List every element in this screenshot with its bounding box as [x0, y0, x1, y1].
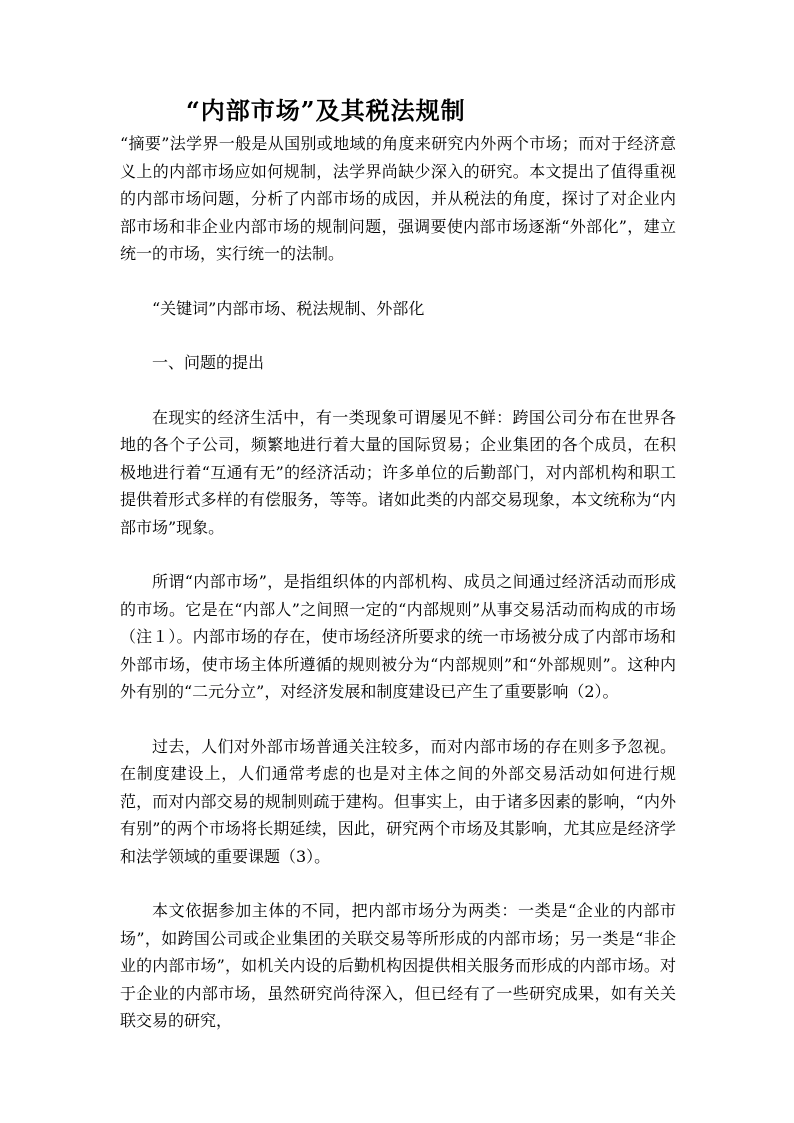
- paragraph-gap: [120, 268, 676, 295]
- body-paragraph-3: 过去，人们对外部市场普通关注较多，而对内部市场的存在则多予忽视。在制度建设上，人们通常考虑的也是对主体之间的外部交易活动如何进行规范，而对内部交易的规制则疏于建构。但事实上，由于诸多因素的影响，“内外有别”的两个市场将长期延续，因此，研究两个市场及其影响，尤其应是经济学和法学领域的重要课题（3）。: [120, 736, 676, 866]
- body-paragraph-4: 本文依据参加主体的不同，把内部市场分为两类：一类是“企业的内部市场”，如跨国公司或企业集团的关联交易等所形成的内部市场；另一类是“非企业的内部市场”，如机关内设的后勤机构因提供相关服务而形成的内部市场。对于企业的内部市场，虽然研究尚待深入，但已经有了一些研究成果，如有关关联交易的研究，: [120, 901, 676, 1030]
- paragraph-gap: [120, 322, 676, 349]
- paragraph-gap: [120, 377, 676, 404]
- paragraph-gap: [120, 541, 676, 568]
- section-heading: 一、问题的提出: [152, 353, 265, 372]
- body-paragraph-2: 所谓“内部市场”，是指组织体的内部机构、成员之间通过经济活动而形成的市场。它是在“内部人”之间照一定的“内部规则”从事交易活动而构成的市场（注１）。内部市场的存在，使市场经济所要求的统一市场被分成了内部市场和外部市场，使市场主体所遵循的规则被分为“内部规则”和“外部规则”。这种内外有别的“二元分立”，对经济发展和制度建设已产生了重要影响（2）。: [120, 572, 676, 701]
- body-paragraph-1: 在现实的经济生活中，有一类现象可谓屡见不鲜：跨国公司分布在世界各地的各个子公司，频繁地进行着大量的国际贸易；企业集团的各个成员，在积极地进行着“互通有无”的经济活动；许多单位的后勤部门，对内部机构和职工提供着形式多样的有偿服务，等等。诸如此类的内部交易现象，本文统称为“内部市场”现象。: [120, 407, 676, 537]
- keywords-line: “关键词”内部市场、税法规制、外部化: [152, 298, 425, 318]
- document-page: [120, 94, 676, 1035]
- paragraph-gap: [120, 870, 676, 897]
- paragraph-gap: [120, 706, 676, 733]
- document-title: “内部市场”及其税法规制: [186, 96, 466, 125]
- abstract-paragraph: “摘要”法学界一般是从国别或地域的角度来研究内外两个市场；而对于经济意义上的内部市场应如何规制，法学界尚缺少深入的研究。本文提出了值得重视的内部市场问题，分析了内部市场的成因，并从税法的角度，探讨了对企业内部市场和非企业内部市场的规制问题，强调要使内部市场逐渐“外部化”，建立统一的市场，实行统一的法制。: [120, 134, 676, 263]
